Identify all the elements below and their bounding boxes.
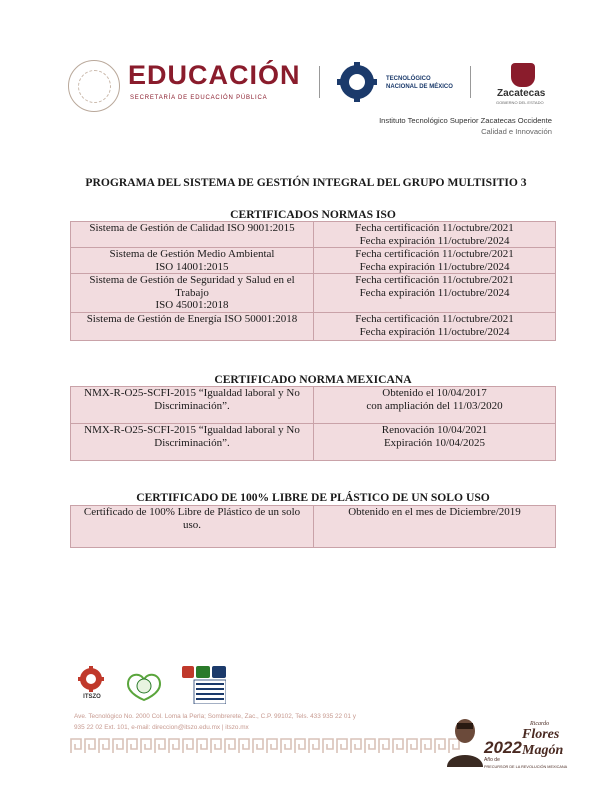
education-title: EDUCACIÓN	[128, 60, 301, 90]
header-divider	[319, 66, 320, 98]
honoree-surname-2: Magón	[522, 743, 564, 758]
certifications-logo-icon	[182, 666, 226, 704]
table-row	[71, 222, 556, 248]
decorative-border-pattern	[70, 735, 460, 757]
year-2022: 2022	[484, 738, 522, 757]
certificate-dates: Obtenido en el mes de Diciembre/2019	[314, 506, 556, 548]
certificate-name: Sistema de Gestión de Energía ISO 50001:2018	[71, 313, 314, 341]
iso-section-title: CERTIFICADOS NORMAS ISO	[230, 208, 396, 221]
certificate-dates: Fecha certificación 11/octubre/2021 Fecha expiración 11/octubre/2024	[314, 222, 556, 248]
portrait-illustration-icon	[443, 715, 487, 767]
table-row	[71, 506, 556, 548]
plastic-free-logo-icon	[118, 666, 170, 702]
education-subtitle: SECRETARÍA DE EDUCACIÓN PÚBLICA	[130, 95, 268, 101]
iso-certificates-table	[70, 221, 556, 341]
certificate-name: Sistema de Gestión de Calidad ISO 9001:2015	[71, 222, 314, 248]
footer-address: Ave. Tecnológico No. 2000 Col. Loma la Perla; Sombrerete, Zac., C.P. 99102, Tels. 433 935 22 01 y 935 22 02 Ext. 101, e-mail: direccion@itszo.edu.mx | itszo.mx	[74, 713, 356, 731]
institute-motto: Calidad e Innovación	[481, 127, 552, 136]
document-title: PROGRAMA DEL SISTEMA DE GESTIÓN INTEGRAL DEL GRUPO MULTISITIO 3	[85, 176, 527, 189]
table-row	[71, 424, 556, 461]
certificate-name: Sistema de Gestión de Seguridad y Salud en el Trabajo ISO 45001:2018	[71, 274, 314, 313]
itszo-label: ITSZO	[83, 694, 101, 700]
table-row	[71, 313, 556, 341]
nmx-certificates-table	[70, 386, 556, 461]
certificate-name: Certificado de 100% Libre de Plástico de un solo uso.	[71, 506, 314, 548]
certificate-dates: Renovación 10/04/2021 Expiración 10/04/2025	[314, 424, 556, 461]
certificate-dates: Fecha certificación 11/octubre/2021 Fecha expiración 11/octubre/2024	[314, 274, 556, 313]
certificate-dates: Obtenido el 10/04/2017 con ampliación del 11/03/2020	[314, 387, 556, 424]
honoree-surname-1: Flores	[522, 727, 560, 742]
honoree-first-name: Ricardo	[530, 721, 550, 727]
plastic-certificate-table	[70, 505, 556, 548]
certificate-dates: Fecha certificación 11/octubre/2021 Fecha expiración 11/octubre/2024	[314, 313, 556, 341]
table-row	[71, 387, 556, 424]
year-label: Año de	[484, 757, 500, 763]
nmx-section-title: CERTIFICADO NORMA MEXICANA	[214, 373, 412, 386]
table-row	[71, 248, 556, 274]
tecnm-wordmark: TECNOLÓGICO NACIONAL DE MÉXICO	[386, 76, 453, 90]
institute-name: Instituto Tecnológico Superior Zacatecas Occidente	[379, 116, 552, 125]
certificate-name: NMX-R-O25-SCFI-2015 “Igualdad laboral y No Discriminación”.	[71, 387, 314, 424]
certificate-dates: Fecha certificación 11/octubre/2021 Fecha expiración 11/octubre/2024	[314, 248, 556, 274]
zacatecas-subtitle: GOBIERNO DEL ESTADO	[496, 100, 544, 105]
header-divider	[470, 66, 471, 98]
zacatecas-shield-icon	[511, 63, 535, 87]
mexico-coat-of-arms-icon	[68, 60, 120, 112]
plastic-section-title: CERTIFICADO DE 100% LIBRE DE PLÁSTICO DE UN SOLO USO	[136, 491, 490, 504]
zacatecas-name: Zacatecas	[497, 88, 546, 99]
certificate-name: Sistema de Gestión Medio Ambiental ISO 14001:2015	[71, 248, 314, 274]
table-row	[71, 274, 556, 313]
honoree-tagline: PRECURSOR DE LA REVOLUCIÓN MEXICANA	[484, 765, 568, 769]
certificate-name: NMX-R-O25-SCFI-2015 “Igualdad laboral y No Discriminación”.	[71, 424, 314, 461]
tecnm-logo-icon	[337, 60, 377, 106]
